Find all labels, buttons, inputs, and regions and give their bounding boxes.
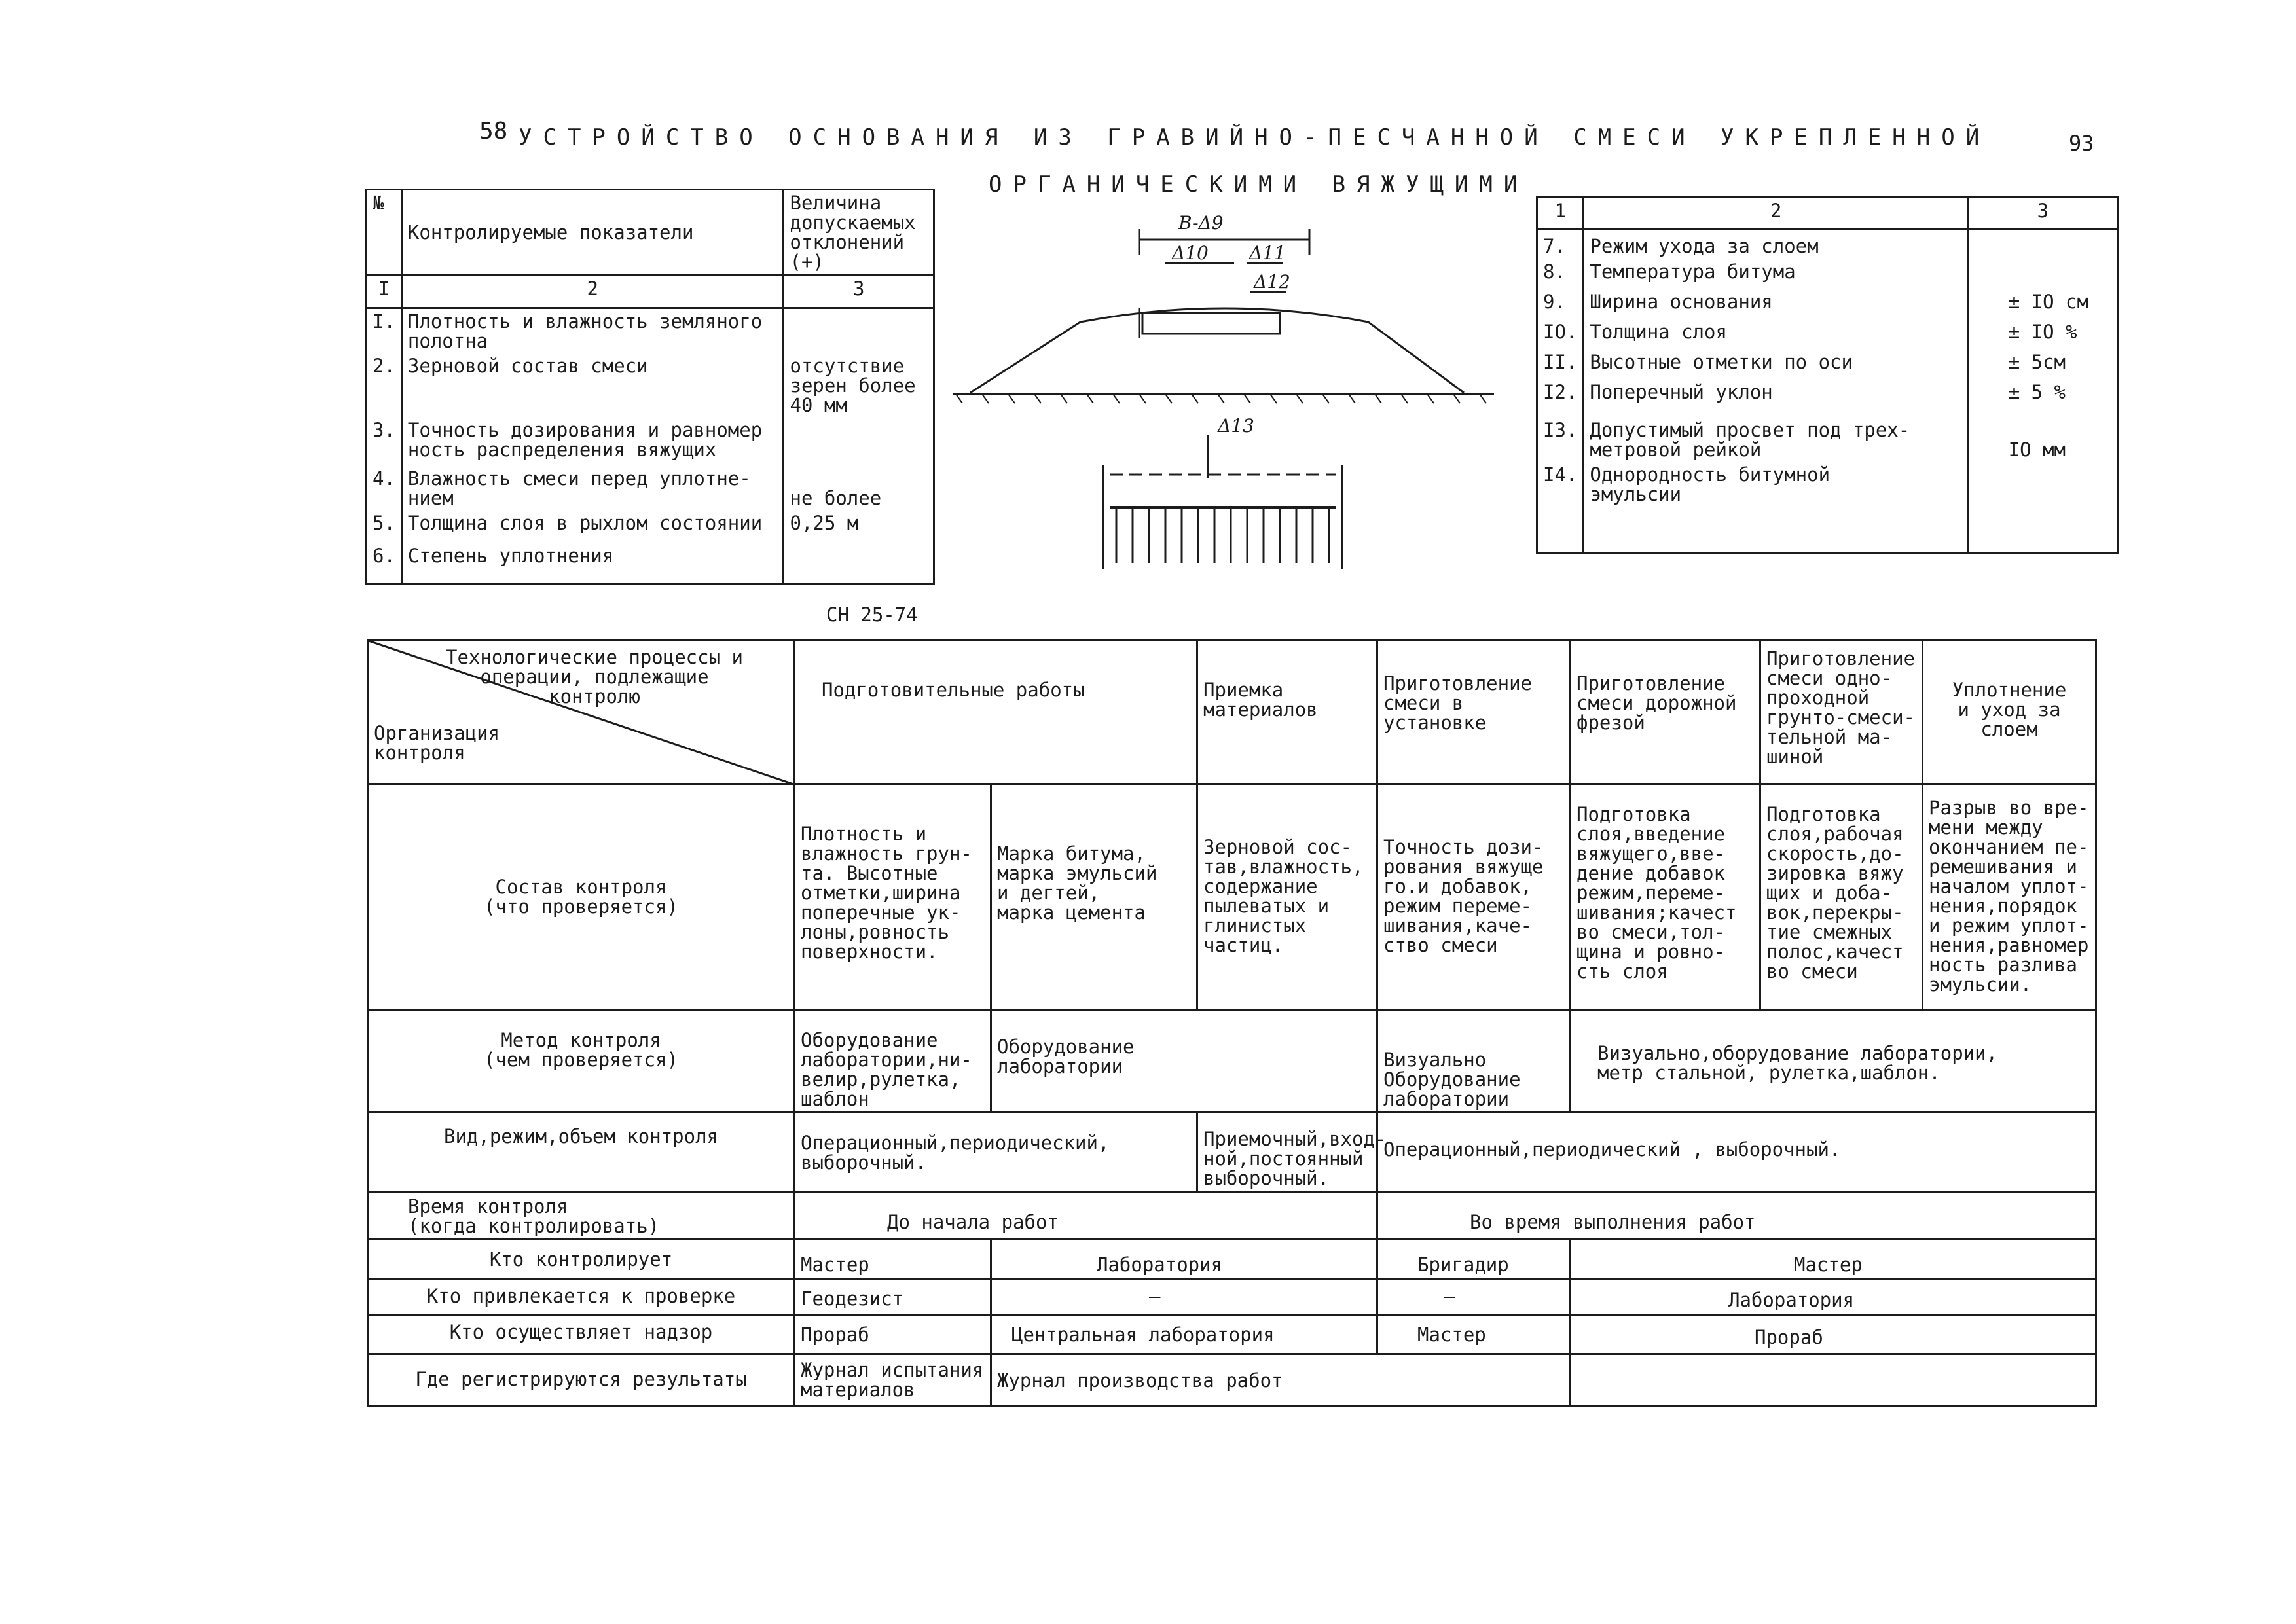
reference-code: СН 25-74 bbox=[826, 604, 918, 626]
row-label-who-supervises: Кто осуществляет надзор bbox=[368, 1315, 795, 1354]
base-layer bbox=[1142, 313, 1280, 334]
row-label-composition: Состав контроля (что проверяется) bbox=[368, 784, 795, 1010]
time-cell: Во время выполнения работ bbox=[1377, 1192, 2096, 1240]
row-label-method: Метод контроля (чем проверяется) bbox=[368, 1010, 795, 1113]
composition-cell: Зерновой сос- тав,влажность, содержание пылеватых и глинистых частиц. bbox=[1197, 784, 1377, 1010]
row-label-who-controls: Кто контролирует bbox=[368, 1240, 795, 1279]
indicator-text: Высотные отметки по оси bbox=[1584, 350, 1968, 380]
corner-header bbox=[368, 640, 795, 784]
indicator-text: Зерновой состав смеси bbox=[401, 353, 784, 418]
method-cell: Оборудование лаборатории,ни- велир,рулетка, шаблон bbox=[795, 1010, 991, 1113]
col-header-deviation: Величина допускаемых отклонений (+) bbox=[784, 190, 934, 276]
indicator-text: Режим ухода за слоем bbox=[1584, 229, 1968, 259]
who-involved-cell: — bbox=[1377, 1279, 1571, 1315]
row-number: 4. bbox=[367, 466, 402, 511]
embankment-profile bbox=[970, 308, 1464, 393]
kind-cell: Операционный,периодический, выборочный. bbox=[795, 1113, 1197, 1192]
indicator-text: Влажность смеси перед уплотне- нием bbox=[401, 466, 784, 511]
indicator-text: Температура битума bbox=[1584, 259, 1968, 289]
composition-cell: Марка битума, марка эмульсий и дегтей, марка цемента bbox=[991, 784, 1197, 1010]
deviation-value: не более bbox=[784, 466, 934, 511]
where-recorded-cell: Журнал производства работ bbox=[991, 1354, 1571, 1407]
method-cell: Визуально,оборудование лаборатории, метр стальной, рулетка,шаблон. bbox=[1571, 1010, 2096, 1113]
row-number: I3. bbox=[1537, 410, 1584, 462]
who-supervises-cell: Прораб bbox=[1571, 1315, 2096, 1354]
composition-cell: Разрыв во вре- мени между окончанием пе- ремешивания и началом уплот- нения,порядок и режим уплот- нения,равномер ность разлива эмульсии. bbox=[1923, 784, 2096, 1010]
deviation-value: IO мм bbox=[1968, 410, 2117, 462]
label-d12: Δ12 bbox=[1254, 271, 1290, 293]
deviation-value: отсутствие зерен более 40 мм bbox=[784, 353, 934, 418]
col-header-acceptance: Приемка материалов bbox=[1197, 640, 1377, 784]
method-cell: Визуально Оборудование лаборатории bbox=[1377, 1010, 1571, 1113]
indicator-text: Точность дозирования и равномер ность распределения вяжущих bbox=[401, 418, 784, 466]
indicator-text: Ширина основания bbox=[1584, 289, 1968, 319]
col-header-num: № bbox=[367, 190, 402, 276]
deviation-value bbox=[1968, 259, 2117, 289]
row-number: 3. bbox=[367, 418, 402, 466]
row-label-where-recorded: Где регистрируются результаты bbox=[368, 1354, 795, 1407]
row-number: I. bbox=[367, 308, 402, 354]
col-number: I bbox=[367, 276, 402, 308]
kind-cell: Операционный,периодический , выборочный. bbox=[1377, 1113, 2096, 1192]
control-organization-table bbox=[367, 639, 2097, 1407]
col-number: 2 bbox=[1584, 198, 1968, 229]
row-number: 5. bbox=[367, 511, 402, 543]
who-supervises-cell: Центральная лаборатория bbox=[991, 1315, 1377, 1354]
col-header-compaction: Уплотнение и уход за слоем bbox=[1923, 640, 2096, 784]
row-label-time: Время контроля (когда контролировать) bbox=[368, 1192, 795, 1240]
where-recorded-cell: Журнал испытания материалов bbox=[795, 1354, 991, 1407]
who-controls-cell: Мастер bbox=[1571, 1240, 2096, 1279]
indicator-text: Плотность и влажность земляного полотна bbox=[401, 308, 784, 354]
deviation-value: ± 5 % bbox=[1968, 380, 2117, 410]
deviation-value: ± 5см bbox=[1968, 350, 2117, 380]
left-indicators-table bbox=[365, 189, 935, 585]
deviation-value: ± IO см bbox=[1968, 289, 2117, 319]
page-title-line2: ОРГАНИЧЕСКИМИ ВЯЖУЩИМИ bbox=[989, 171, 1529, 198]
row-number: 8. bbox=[1537, 259, 1584, 289]
deviation-value bbox=[1968, 462, 2117, 554]
composition-cell: Плотность и влажность грун- та. Высотные отметки,ширина поперечные ук- лоны,ровность поверхности. bbox=[795, 784, 991, 1010]
who-controls-cell: Бригадир bbox=[1377, 1240, 1571, 1279]
deviation-value: ± IO % bbox=[1968, 319, 2117, 350]
row-number: I4. bbox=[1537, 462, 1584, 554]
cross-section-diagram bbox=[943, 209, 1512, 576]
indicator-text: Допустимый просвет под трех- метровой рейкой bbox=[1584, 410, 1968, 462]
row-label-who-involved: Кто привлекается к проверке bbox=[368, 1279, 795, 1315]
col-header-single-pass-mixing: Приготовление смеси одно- проходной грунто-смеси- тельной ма- шиной bbox=[1760, 640, 1923, 784]
row-number: II. bbox=[1537, 350, 1584, 380]
who-involved-cell: — bbox=[991, 1279, 1377, 1315]
where-recorded-empty bbox=[1571, 1354, 2096, 1407]
kind-cell: Приемочный,вход- ной,постоянный выборочный. bbox=[1197, 1113, 1377, 1192]
indicator-text: Толщина слоя bbox=[1584, 319, 1968, 350]
page-number: 93 bbox=[2069, 131, 2094, 156]
composition-cell: Подготовка слоя,рабочая скорость,до- зировка вяжу щих и доба- вок,перекры- тие смежных полос,качест во смеси bbox=[1760, 784, 1923, 1010]
label-d13: Δ13 bbox=[1218, 415, 1254, 437]
indicator-text: Толщина слоя в рыхлом состоянии bbox=[401, 511, 784, 543]
deviation-value: 0,25 м bbox=[784, 511, 934, 543]
indicator-text: Степень уплотнения bbox=[401, 543, 784, 584]
col-header-preparatory: Подготовительные работы bbox=[795, 640, 1197, 784]
deviation-value bbox=[1968, 229, 2117, 259]
deviation-value bbox=[784, 543, 934, 584]
col-number: 3 bbox=[784, 276, 934, 308]
who-supervises-cell: Мастер bbox=[1377, 1315, 1571, 1354]
composition-cell: Точность дози- рования вяжуще го.и добавок, режим переме- шивания,каче- ство смеси bbox=[1377, 784, 1571, 1010]
deviation-value bbox=[784, 418, 934, 466]
who-controls-cell: Мастер bbox=[795, 1240, 991, 1279]
row-label-kind: Вид,режим,объем контроля bbox=[368, 1113, 795, 1192]
col-header-milling-mixing: Приготовление смеси дорожной фрезой bbox=[1571, 640, 1760, 784]
who-controls-cell: Лаборатория bbox=[991, 1240, 1377, 1279]
corner-bottom-text: Организация контроля bbox=[374, 722, 500, 764]
corner-top-text: Технологические процессы и операции, подлежащие контролю bbox=[446, 646, 743, 708]
row-number: 9. bbox=[1537, 289, 1584, 319]
who-supervises-cell: Прораб bbox=[795, 1315, 991, 1354]
row-number: 6. bbox=[367, 543, 402, 584]
row-number: 2. bbox=[367, 353, 402, 418]
who-involved-cell: Лаборатория bbox=[1571, 1279, 2096, 1315]
label-width: B-Δ9 bbox=[1178, 212, 1224, 234]
indicator-text: Поперечный уклон bbox=[1584, 380, 1968, 410]
page-title-line1: УСТРОЙСТВО ОСНОВАНИЯ ИЗ ГРАВИЙНО-ПЕСЧАННОЙ СМЕСИ УКРЕПЛЕННОЙ bbox=[519, 124, 1991, 151]
label-d10: Δ10 bbox=[1172, 242, 1209, 264]
col-header-indicators: Контролируемые показатели bbox=[401, 190, 784, 276]
time-cell: До начала работ bbox=[795, 1192, 1377, 1240]
who-involved-cell: Геодезист bbox=[795, 1279, 991, 1315]
right-indicators-table bbox=[1536, 196, 2119, 554]
method-cell: Оборудование лаборатории bbox=[991, 1010, 1377, 1113]
col-number: 3 bbox=[1968, 198, 2117, 229]
label-d11: Δ11 bbox=[1249, 242, 1286, 264]
indicator-text: Однородность битумной эмульсии bbox=[1584, 462, 1968, 554]
deviation-value bbox=[784, 308, 934, 354]
row-number: IO. bbox=[1537, 319, 1584, 350]
col-number: 1 bbox=[1537, 198, 1584, 229]
col-number: 2 bbox=[401, 276, 784, 308]
composition-cell: Подготовка слоя,введение вяжущего,вве- дение добавок режим,переме- шивания;качест во смеси,тол- щина и ровно- сть слоя bbox=[1571, 784, 1760, 1010]
table-number: 58 bbox=[479, 118, 508, 145]
col-header-plant-mixing: Приготовление смеси в установке bbox=[1377, 640, 1571, 784]
row-number: I2. bbox=[1537, 380, 1584, 410]
row-number: 7. bbox=[1537, 229, 1584, 259]
